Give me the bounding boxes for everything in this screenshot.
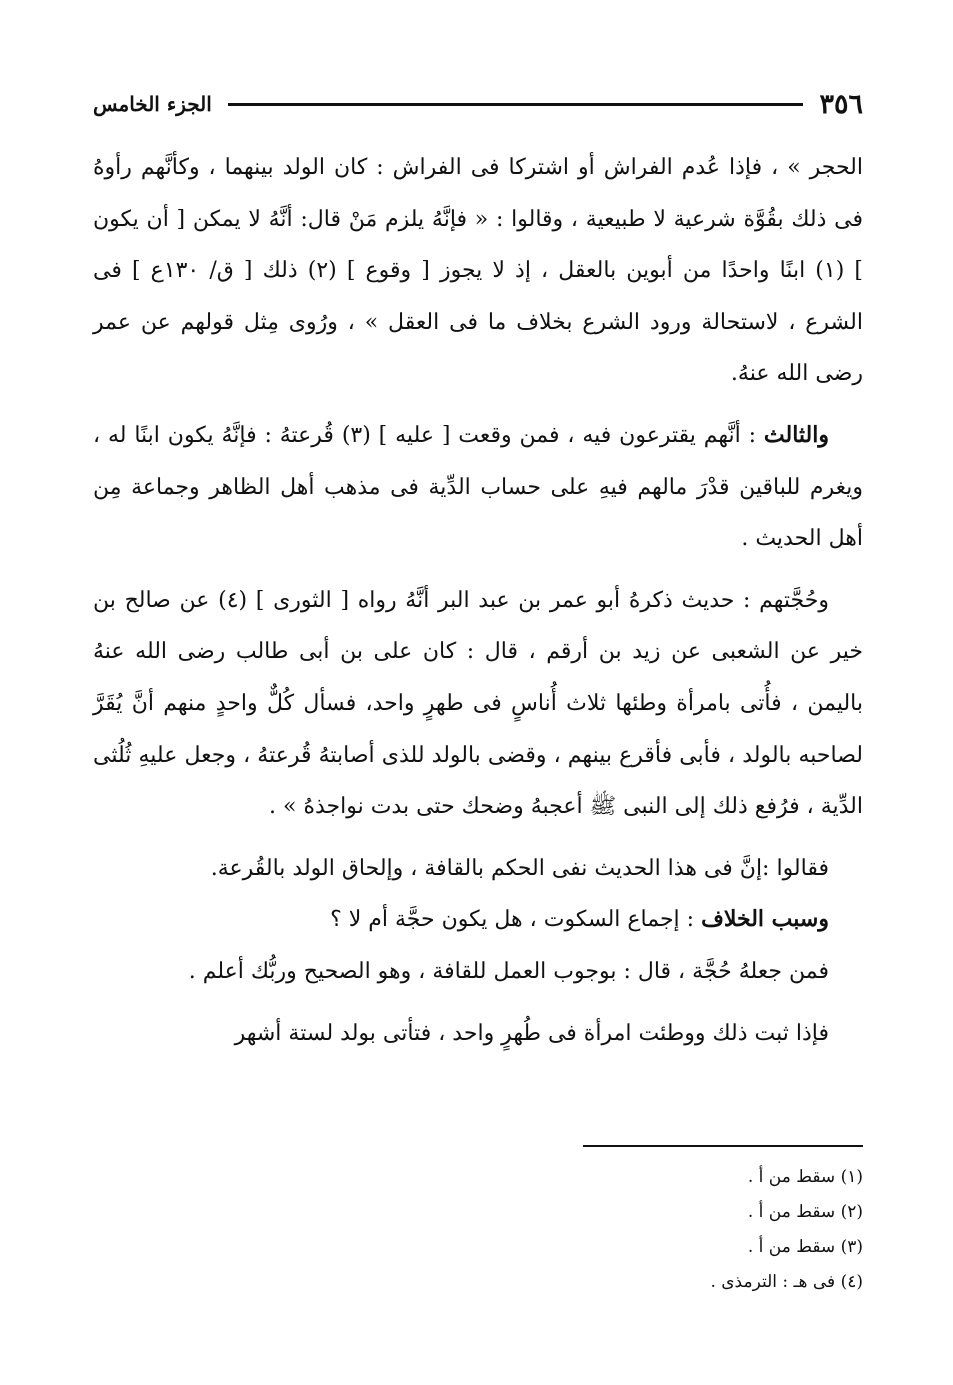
paragraph-6: فمن جعلهُ حُجَّة ، قال : بوجوب العمل للقافة ، وهو الصحيح وربُّك أعلم . [188, 958, 829, 984]
footnote-3: (٣) سقط من أ . [747, 1237, 863, 1257]
paragraph-5-text: : إجماع السكوت ، هل يكون حجَّة أم لا ؟ [330, 907, 695, 933]
running-head: الجزء الخامس [93, 92, 212, 116]
paragraph-3: وحُجَّتهم : حديث ذكرهُ أبو عمر بن عبد البر أنَّهُ رواه [ الثورى ] (٤) عن صالح بن خير عن الشعبى عن زيد بن أرقم ، قال : كان على بن أبى طالب رضى الله عنهُ باليمن ، فأُتى بامرأة وطئها ثلاث أُناسٍ فى طهرٍ واحد، فسأل كُلٌّ واحدٍ منهم أنَّ يُقَرَّ لصاحبه بالولد ، فأبى فأقرع بينهم ، وقضى بالولد للذى أصابتهُ قُرعتهُ ، وجعل عليهِ ثُلُثى الدِّية ، فرُفع ذلك إلى النبى ﷺ أعجبهُ وضحك حتى بدت نواجذهُ » . [93, 587, 863, 820]
paragraph-5-keyword: وسبب الخلاف [701, 906, 829, 933]
paragraph-7: فإذا ثبت ذلك ووطئت امرأة فى طُهرٍ واحد ، فتأتى بولد لستة أشهر [234, 1020, 829, 1046]
paragraph-5 [93, 894, 863, 946]
page-number: ٣٥٦ [819, 88, 863, 120]
footnote-1: (١) سقط من أ . [747, 1167, 863, 1187]
footnote-2: (٢) سقط من أ . [747, 1202, 863, 1222]
paragraph-2-text: : أنَّهم يقترعون فيه ، فمن وقعت [ عليه ] (٣) قُرعتهُ : فإنَّهُ يكون ابنًا له ، ويغرم للباقين قدْرَ مالهم فيهِ على حساب الدِّية فى مذهب أهل الظاهر وجماعة مِن أهل الحديث . [93, 422, 863, 552]
paragraph-1: الحجر » ، فإذا عُدم الفراش أو اشتركا فى الفراش : كان الولد بينهما ، وكأنَّهم رأوهُ فى ذلك بقُوَّة شرعية لا طبيعية ، وقالوا : « فإنَّهُ يلزم مَنْ قال: أنَّهُ لا يمكن [ أن يكون ] (١) ابنًا واحدًا من أبوين بالعقل ، إذ لا يجوز [ وقوع ] (٢) ذلك [ ق/ ١٣٠ع ] فى الشرع ، لاستحالة ورود الشرع بخلاف ما فى العقل » ، ورُوى مِثل قولهم عن عمر رضى الله عنهُ. [93, 155, 863, 387]
main-text [93, 142, 863, 1059]
page-header [93, 82, 863, 126]
footnote-rule [583, 1145, 863, 1147]
footnotes [560, 1160, 863, 1300]
header-rule [228, 103, 804, 106]
paragraph-4: فقالوا :إنَّ فى هذا الحديث نفى الحكم بالقافة ، وإلحاق الولد بالقُرعة. [210, 855, 829, 881]
paragraph-2 [93, 410, 863, 565]
paragraph-2-keyword: والثالث [763, 421, 829, 448]
footnote-4: (٤) فى هـ : الترمذى . [710, 1272, 863, 1292]
